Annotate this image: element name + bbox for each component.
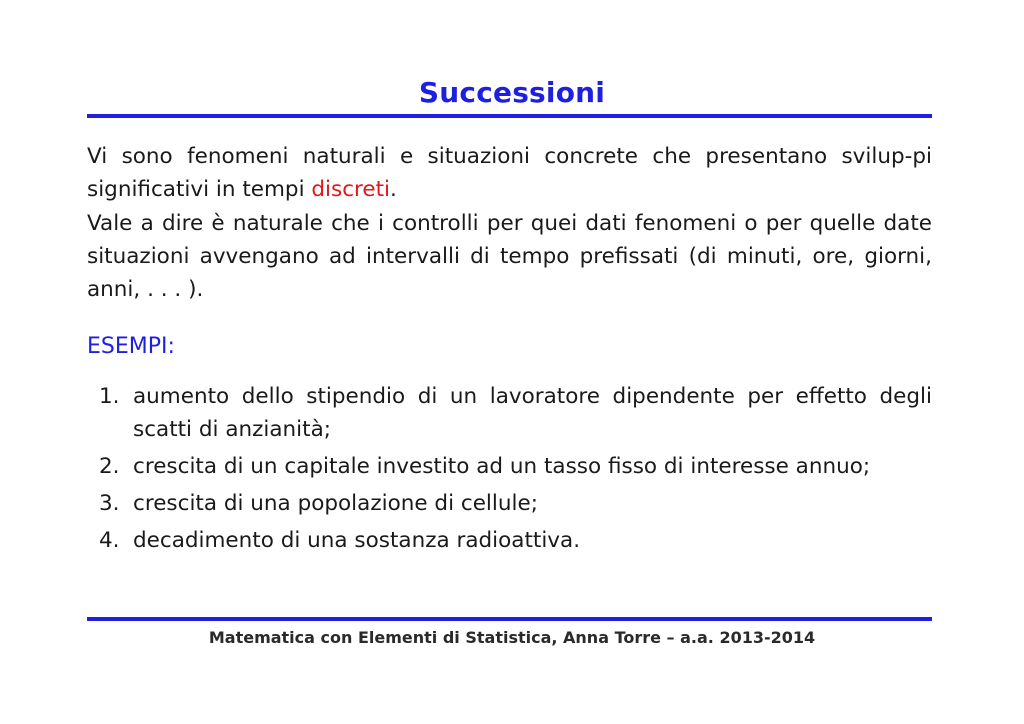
examples-list <box>87 380 932 561</box>
highlighted-term: discreti <box>311 177 391 202</box>
list-item <box>87 487 932 520</box>
title-divider <box>87 114 932 118</box>
list-item-text: decadimento di una sostanza radioattiva. <box>133 528 581 553</box>
list-item-text: crescita di un capitale investito ad un tasso fisso di interesse annuo; <box>133 454 871 479</box>
footer-text: Matematica con Elementi di Statistica, Anna Torre – a.a. 2013-2014 <box>208 628 816 647</box>
list-item-number: 2. <box>99 454 120 479</box>
examples-heading: ESEMPI: <box>87 334 175 359</box>
list-item-number: 1. <box>99 384 120 409</box>
list-item-text: crescita di una popolazione di cellule; <box>133 491 538 516</box>
list-item <box>87 380 932 446</box>
intro-text: Vi sono fenomeni naturali e situazioni concrete che presentano svilup-pi significativi in tempi <box>87 144 932 202</box>
footer-divider <box>87 617 932 621</box>
explanation-paragraph: Vale a dire è naturale che i controlli per quei dati fenomeni o per quelle date situazioni avvengano ad intervalli di tempo prefissati (di minuti, ore, giorni, anni, . . . ). <box>87 211 932 302</box>
intro-text-end: . <box>390 177 397 202</box>
list-item <box>87 524 932 557</box>
list-item-number: 4. <box>99 528 120 553</box>
slide-title: Successioni <box>418 76 606 109</box>
list-item-text: aumento dello stipendio di un lavoratore dipendente per effetto degli scatti di anzianità; <box>133 384 932 442</box>
list-item-number: 3. <box>99 491 120 516</box>
list-item <box>87 450 932 483</box>
intro-paragraph <box>87 140 932 206</box>
